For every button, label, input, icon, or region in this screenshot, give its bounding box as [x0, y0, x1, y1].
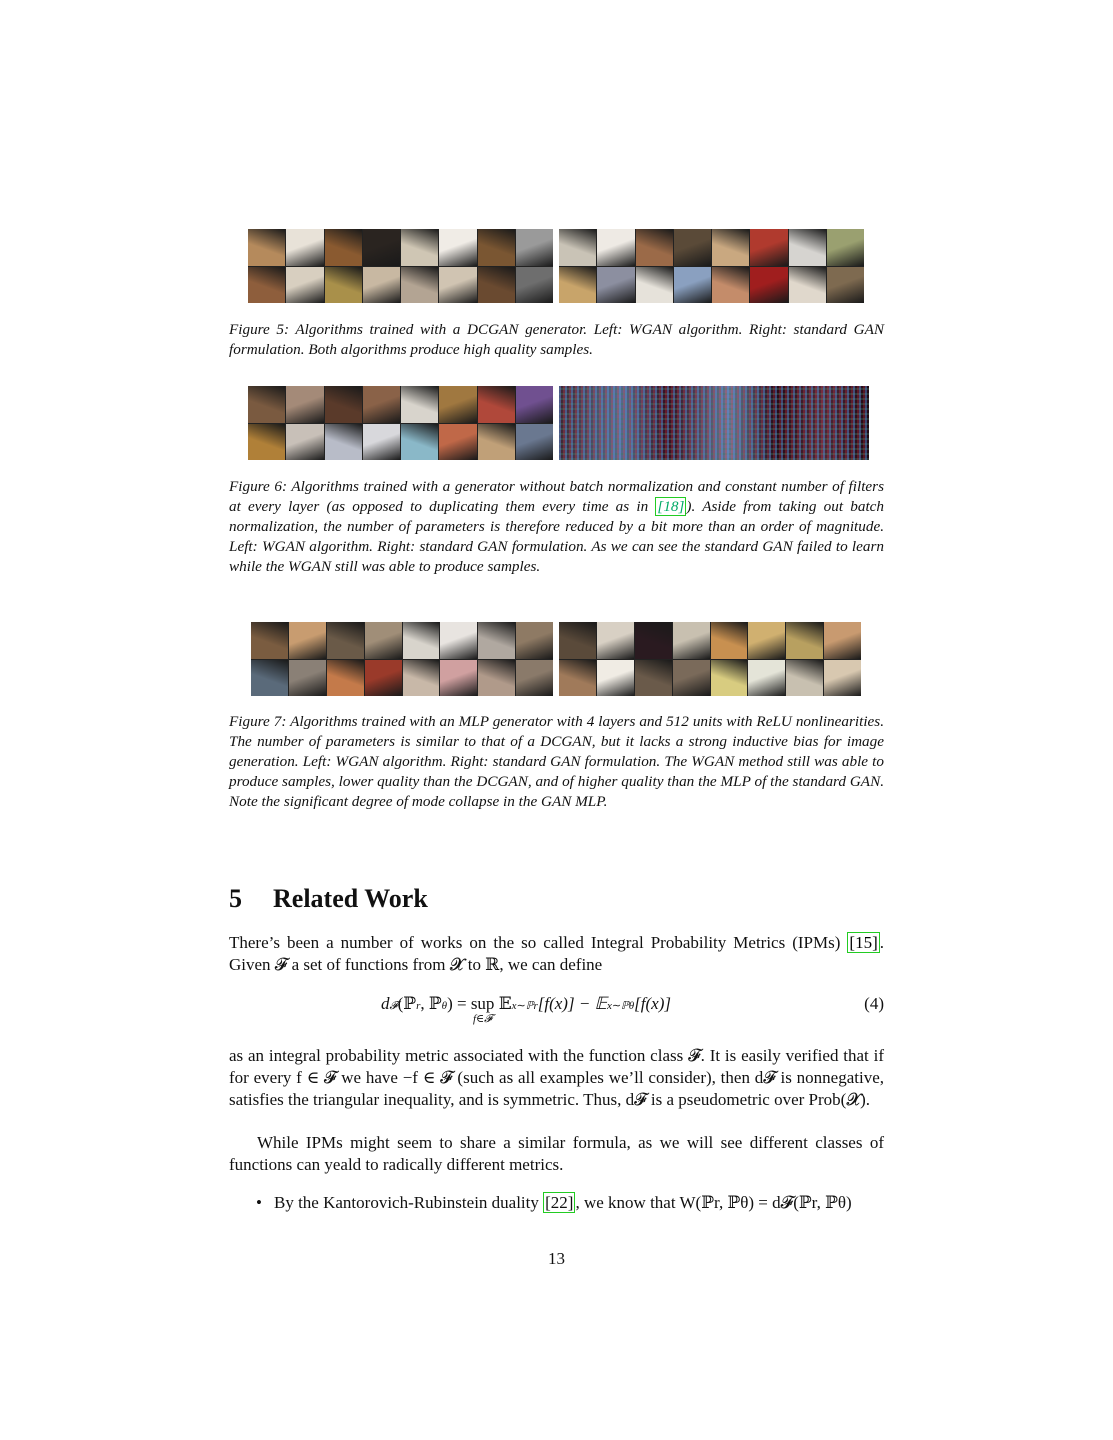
eq-expect-1-body: [f(x)] − 𝔼 — [537, 994, 607, 1013]
figure-6-caption-text-a: Figure 6: Algorithms trained with a generator without batch normalization and constant number of filters at every layer (as opposed to duplicating them every time as in — [229, 478, 884, 515]
sample-thumbnail — [516, 424, 553, 461]
page-number: 13 — [548, 1249, 565, 1268]
equation-number: (4) — [864, 994, 884, 1013]
sample-thumbnail — [251, 660, 288, 697]
figure-6-images — [248, 386, 869, 460]
equation-4 — [229, 994, 884, 1032]
sample-thumbnail — [597, 660, 634, 697]
sample-thumbnail — [786, 622, 823, 659]
sample-thumbnail — [365, 622, 402, 659]
equation-body — [381, 994, 671, 1024]
sample-thumbnail — [327, 660, 364, 697]
sample-thumbnail — [401, 267, 438, 304]
sample-thumbnail — [478, 622, 515, 659]
sample-thumbnail — [325, 386, 362, 423]
citation-18-link[interactable]: [18] — [657, 498, 685, 515]
eq-lhs: d — [381, 994, 390, 1013]
sample-thumbnail — [478, 267, 515, 304]
eq-args-2: , ℙ — [420, 994, 442, 1013]
figure-6-caption-text-b: ). Aside from taking out batch normalization, the number of parameters is therefore reduced by a bit more than an order of magnitude. Left: WGAN algorithm. Right: standard GAN formulation. As we can see the standard GAN failed to learn while the WGAN still was able to produce samples. — [229, 498, 885, 575]
figure-7-caption — [229, 712, 884, 812]
figure-7-right-gan-samples — [559, 622, 861, 696]
sample-thumbnail — [478, 229, 515, 266]
eq-expect-2-body: [f(x)] — [634, 994, 671, 1013]
figure-7-caption-text: Figure 7: Algorithms trained with an MLP generator with 4 layers and 512 units with ReLU nonlinearities. The number of parameters is similar to that of a DCGAN, but it lacks a strong inductive bias for image generation. Left: WGAN algorithm. Right: standard GAN formulation. The WGAN method still was able to produce samples, lower quality than the DCGAN, and of higher quality than the MLP of the standard GAN. Note the significant degree of mode collapse in the GAN MLP. — [229, 713, 884, 810]
sample-thumbnail — [711, 622, 748, 659]
bullet-dot: • — [256, 1193, 262, 1212]
sample-thumbnail — [327, 622, 364, 659]
sample-thumbnail — [789, 229, 826, 266]
sample-thumbnail — [748, 660, 785, 697]
sample-thumbnail — [516, 229, 553, 266]
sample-thumbnail — [325, 424, 362, 461]
sample-thumbnail — [711, 660, 748, 697]
bullet-kantorovich — [256, 1193, 852, 1213]
sample-thumbnail — [559, 622, 596, 659]
figure-5-left-wgan-samples — [248, 229, 553, 303]
sample-thumbnail — [824, 660, 861, 697]
eq-sup-word: sup — [470, 994, 495, 1013]
sample-thumbnail — [597, 622, 634, 659]
bullet-text-b: , we know that W(ℙr, ℙθ) = d𝓕(ℙr, ℙθ) — [575, 1193, 852, 1212]
figure-7-images — [251, 622, 861, 696]
sample-thumbnail — [401, 424, 438, 461]
sample-thumbnail — [827, 229, 864, 266]
sample-thumbnail — [248, 386, 285, 423]
figure-5-caption-text: Figure 5: Algorithms trained with a DCGAN generator. Left: WGAN algorithm. Right: standard GAN formulation. Both algorithms produce high quality samples. — [229, 321, 884, 358]
eq-args-open: (ℙ — [397, 994, 417, 1013]
sample-thumbnail — [748, 622, 785, 659]
figure-5-images — [248, 229, 864, 303]
sample-thumbnail — [559, 660, 596, 697]
sample-thumbnail — [440, 660, 477, 697]
figure-5-caption — [229, 320, 884, 360]
sample-thumbnail — [516, 386, 553, 423]
paragraph-ipm-intro — [229, 932, 884, 976]
sample-thumbnail — [248, 229, 285, 266]
eq-expect-1-sub: x∼ℙr — [511, 1000, 538, 1012]
eq-args-sub-r: r — [416, 1000, 421, 1012]
sample-thumbnail — [403, 622, 440, 659]
sample-thumbnail — [559, 229, 596, 266]
sample-thumbnail — [363, 424, 400, 461]
section-heading — [229, 884, 428, 914]
sample-thumbnail — [673, 660, 710, 697]
sample-thumbnail — [789, 267, 826, 304]
eq-args-close: ) = — [447, 994, 471, 1013]
sample-thumbnail — [401, 386, 438, 423]
sample-thumbnail — [824, 622, 861, 659]
sample-thumbnail — [439, 267, 476, 304]
eq-expect-1: 𝔼 — [494, 994, 512, 1013]
sample-thumbnail — [516, 267, 553, 304]
sample-thumbnail — [478, 424, 515, 461]
figure-6-right-gan-noise — [559, 386, 869, 460]
sample-thumbnail — [325, 267, 362, 304]
sample-thumbnail — [439, 229, 476, 266]
eq-sup-under: f∈𝓕 — [472, 1013, 493, 1025]
figure-6-left-wgan-samples — [248, 386, 553, 460]
eq-expect-2-sub: x∼ℙθ — [606, 1000, 635, 1012]
sample-thumbnail — [401, 229, 438, 266]
sample-thumbnail — [516, 622, 553, 659]
figure-7-left-wgan-samples — [251, 622, 553, 696]
sample-thumbnail — [478, 660, 515, 697]
eq-args-sub-theta: θ — [441, 1000, 448, 1012]
sample-thumbnail — [286, 424, 323, 461]
paragraph-1-text-a: There’s been a number of works on the so called Integral Probability Metrics (IPMs) — [229, 933, 848, 952]
sample-thumbnail — [559, 267, 596, 304]
sample-thumbnail — [674, 267, 711, 304]
sample-thumbnail — [478, 386, 515, 423]
sample-thumbnail — [712, 229, 749, 266]
sample-thumbnail — [635, 660, 672, 697]
sample-thumbnail — [440, 622, 477, 659]
sample-thumbnail — [363, 229, 400, 266]
sample-thumbnail — [673, 622, 710, 659]
sample-thumbnail — [636, 267, 673, 304]
sample-thumbnail — [786, 660, 823, 697]
sample-thumbnail — [750, 229, 787, 266]
sample-thumbnail — [827, 267, 864, 304]
sample-thumbnail — [248, 267, 285, 304]
sample-thumbnail — [403, 660, 440, 697]
paragraph-ipm-properties: as an integral probability metric associated with the function class 𝓕. It is easily verified that if for every f ∈ 𝓕 we have −f ∈ 𝓕 (such as all examples we’ll consider), then d𝓕 is nonnegative, satisfies the triangular inequality, and is symmetric. Thus, d𝓕 is a pseudometric over Prob(𝓧). — [229, 1046, 884, 1109]
sample-thumbnail — [325, 229, 362, 266]
sample-thumbnail — [516, 660, 553, 697]
citation-15-link[interactable]: [15] — [849, 933, 878, 952]
sample-thumbnail — [289, 622, 326, 659]
bullet-text-a: By the Kantorovich-Rubinstein duality — [274, 1193, 544, 1212]
eq-sup — [471, 994, 495, 1024]
sample-thumbnail — [636, 229, 673, 266]
eq-lhs-sub: 𝓕 — [389, 1000, 398, 1012]
sample-thumbnail — [439, 386, 476, 423]
sample-thumbnail — [251, 622, 288, 659]
sample-thumbnail — [286, 386, 323, 423]
paragraph-1-text-b: . Given 𝓕 a set of functions from 𝓧 to ℝ, we can define — [229, 933, 884, 974]
section-number: 5 — [229, 884, 242, 913]
sample-thumbnail — [597, 229, 634, 266]
paragraph-ipm-classes: While IPMs might seem to share a similar formula, as we will see different classes of functions can yeald to radically different metrics. — [229, 1133, 884, 1174]
citation-22-link[interactable]: [22] — [545, 1193, 574, 1212]
sample-thumbnail — [439, 424, 476, 461]
sample-thumbnail — [712, 267, 749, 304]
sample-thumbnail — [286, 229, 323, 266]
sample-thumbnail — [674, 229, 711, 266]
figure-5-right-gan-samples — [559, 229, 864, 303]
figure-6-caption — [229, 477, 884, 577]
sample-thumbnail — [286, 267, 323, 304]
sample-thumbnail — [635, 622, 672, 659]
sample-thumbnail — [248, 424, 285, 461]
sample-thumbnail — [363, 386, 400, 423]
sample-thumbnail — [750, 267, 787, 304]
sample-thumbnail — [597, 267, 634, 304]
sample-thumbnail — [289, 660, 326, 697]
sample-thumbnail — [365, 660, 402, 697]
section-title: Related Work — [273, 884, 428, 913]
sample-thumbnail — [363, 267, 400, 304]
